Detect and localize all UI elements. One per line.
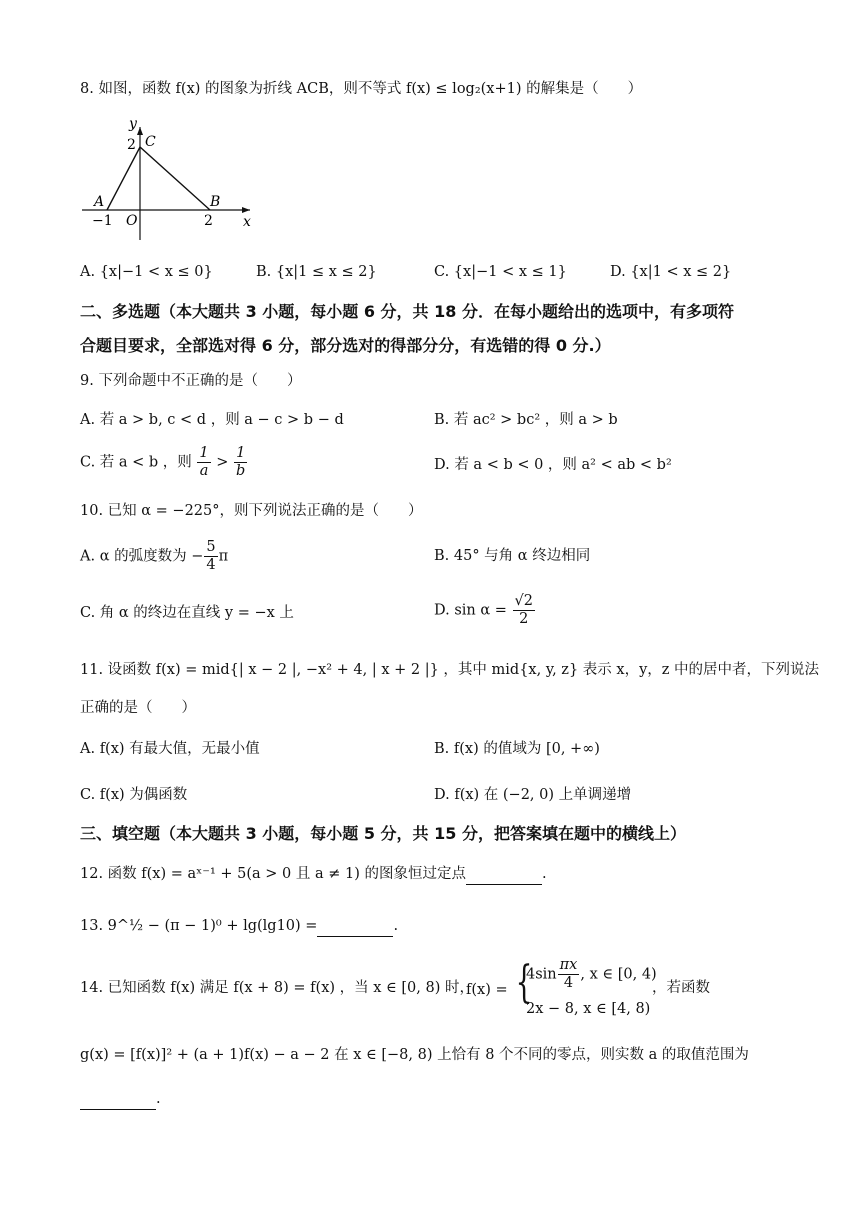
- q10-a-num: 5: [206, 539, 216, 555]
- tick-2-x-label: 2: [204, 213, 213, 229]
- q8-option-b[interactable]: B. {x|1 ≤ x ≤ 2}: [256, 264, 377, 280]
- q14-piece1: [526, 957, 657, 992]
- q10-a-prefix: A. α 的弧度数为 −: [80, 548, 204, 565]
- q9-c-frac1: [197, 445, 210, 480]
- q10-d-den: 2: [519, 611, 529, 627]
- y-axis-label: y: [129, 116, 137, 132]
- q12-answer-blank[interactable]: [466, 864, 542, 885]
- q12-text: 12. 函数 f(x) = aˣ⁻¹ + 5(a > 0 且 a ≠ 1) 的图象恒过定点: [80, 866, 466, 882]
- q14-piece1-a: 4sin: [526, 966, 557, 983]
- q14-piece1-num: πx: [559, 957, 578, 973]
- q8-option-c[interactable]: C. {x|−1 < x ≤ 1}: [434, 264, 567, 280]
- q10-a-den: 4: [206, 557, 216, 573]
- q14-line2: g(x) = [f(x)]² + (a + 1)f(x) − a − 2 在 x ∈ [−8, 8) 上恰有 8 个不同的零点，则实数 a 的取值范围为: [80, 1047, 749, 1063]
- q13-line: [80, 916, 398, 937]
- q10-d-num: √2: [514, 593, 533, 609]
- q10-option-a[interactable]: [80, 539, 228, 574]
- q9-stem: 9. 下列命题中不正确的是（ ）: [80, 373, 302, 389]
- q14-piece1-b: , x ∈ [0, 4): [580, 966, 657, 983]
- q10-option-c[interactable]: C. 角 α 的终边在直线 y = −x 上: [80, 605, 294, 621]
- q11-option-d[interactable]: D. f(x) 在 (−2, 0) 上单调递增: [434, 787, 632, 803]
- origin-label: O: [126, 213, 138, 229]
- q10-option-b[interactable]: B. 45° 与角 α 终边相同: [434, 548, 591, 564]
- q10-option-d[interactable]: [434, 593, 536, 628]
- x-axis-arrow: [242, 207, 250, 213]
- q10-d-prefix: D. sin α =: [434, 602, 507, 619]
- q12-end: .: [541, 866, 547, 882]
- q10-a-post: π: [218, 548, 229, 565]
- q9-c-gt: >: [216, 454, 229, 471]
- q9-c-frac2-num: 1: [234, 445, 247, 463]
- q8-stem: 8. 如图，函数 f(x) 的图象为折线 ACB，则不等式 f(x) ≤ log₂(x+1) 的解集是（ ）: [80, 81, 643, 97]
- q14-end: .: [156, 1091, 161, 1107]
- q12-line: [80, 864, 547, 885]
- q14-line1-prefix: 14. 已知函数 f(x) 满足 f(x + 8) = f(x) ，当 x ∈ [0, 8) 时，: [80, 980, 474, 996]
- q9-c-frac1-num: 1: [199, 445, 209, 461]
- tick-2-y-label: 2: [127, 137, 136, 153]
- q14-piece1-den: 4: [563, 975, 574, 991]
- point-A-label: A: [94, 194, 105, 210]
- section2-heading-line1: 二、多选题（本大题共 3 小题，每小题 6 分，共 18 分．在每小题给出的选项中，有多项符: [80, 302, 734, 321]
- q14-answer-blank[interactable]: [80, 1089, 156, 1110]
- q9-option-b[interactable]: B. 若 ac² > bc² ，则 a > b: [434, 412, 618, 428]
- q9-c-prefix: C. 若 a < b ，则: [80, 454, 192, 471]
- q9-c-frac2: [234, 445, 247, 480]
- polyline-ACB: [107, 147, 210, 210]
- q11-option-a[interactable]: A. f(x) 有最大值，无最小值: [80, 741, 260, 757]
- q11-stem-line2: 正确的是（ ）: [80, 700, 196, 716]
- q14-brace-icon: {: [515, 957, 533, 1008]
- q9-option-c[interactable]: [80, 445, 248, 480]
- q9-c-frac2-den: b: [236, 463, 246, 479]
- q14-piece1-frac: [558, 957, 580, 992]
- q11-stem-line1: 11. 设函数 f(x) = mid{| x − 2 |, −x² + 4, | x + 2 |} ，其中 mid{x, y, z} 表示 x，y，z 中的居中者，下列说法: [80, 662, 820, 678]
- x-axis-label: x: [243, 214, 251, 230]
- q14-fx-label: f(x) =: [466, 982, 508, 998]
- q11-option-b[interactable]: B. f(x) 的值域为 [0, +∞): [434, 741, 600, 757]
- q9-c-frac1-den: a: [199, 463, 209, 479]
- q14-line1-post: ，若函数: [652, 980, 710, 996]
- q11-option-c[interactable]: C. f(x) 为偶函数: [80, 787, 188, 803]
- q8-graph: [82, 113, 262, 243]
- q13-answer-blank[interactable]: [317, 916, 393, 937]
- y-axis-arrow: [137, 127, 143, 135]
- point-B-label: B: [210, 194, 221, 210]
- tick-neg1-label: −1: [92, 213, 113, 229]
- q14-line3: [80, 1089, 161, 1110]
- q10-d-frac: [513, 593, 535, 628]
- q13-end: .: [393, 918, 399, 934]
- q9-option-a[interactable]: A. 若 a > b, c < d ，则 a − c > b − d: [80, 412, 344, 428]
- q13-text: 13. 9^½ − (π − 1)⁰ + lg(lg10) =: [80, 918, 318, 934]
- q14-piece2: 2x − 8, x ∈ [4, 8): [526, 1001, 651, 1017]
- q8-option-a[interactable]: A. {x|−1 < x ≤ 0}: [80, 264, 213, 280]
- point-C-label: C: [145, 134, 156, 150]
- section2-heading-line2: 合题目要求，全部选对得 6 分，部分选对的得部分分，有选错的得 0 分.）: [80, 336, 611, 355]
- q8-option-d[interactable]: D. {x|1 < x ≤ 2}: [610, 264, 732, 280]
- q9-option-d[interactable]: D. 若 a < b < 0 ，则 a² < ab < b²: [434, 457, 672, 473]
- q10-stem: 10. 已知 α = −225°，则下列说法正确的是（ ）: [80, 503, 423, 519]
- section3-heading: 三、填空题（本大题共 3 小题，每小题 5 分，共 15 分，把答案填在题中的横线上）: [80, 824, 686, 843]
- q10-a-frac: [204, 539, 217, 574]
